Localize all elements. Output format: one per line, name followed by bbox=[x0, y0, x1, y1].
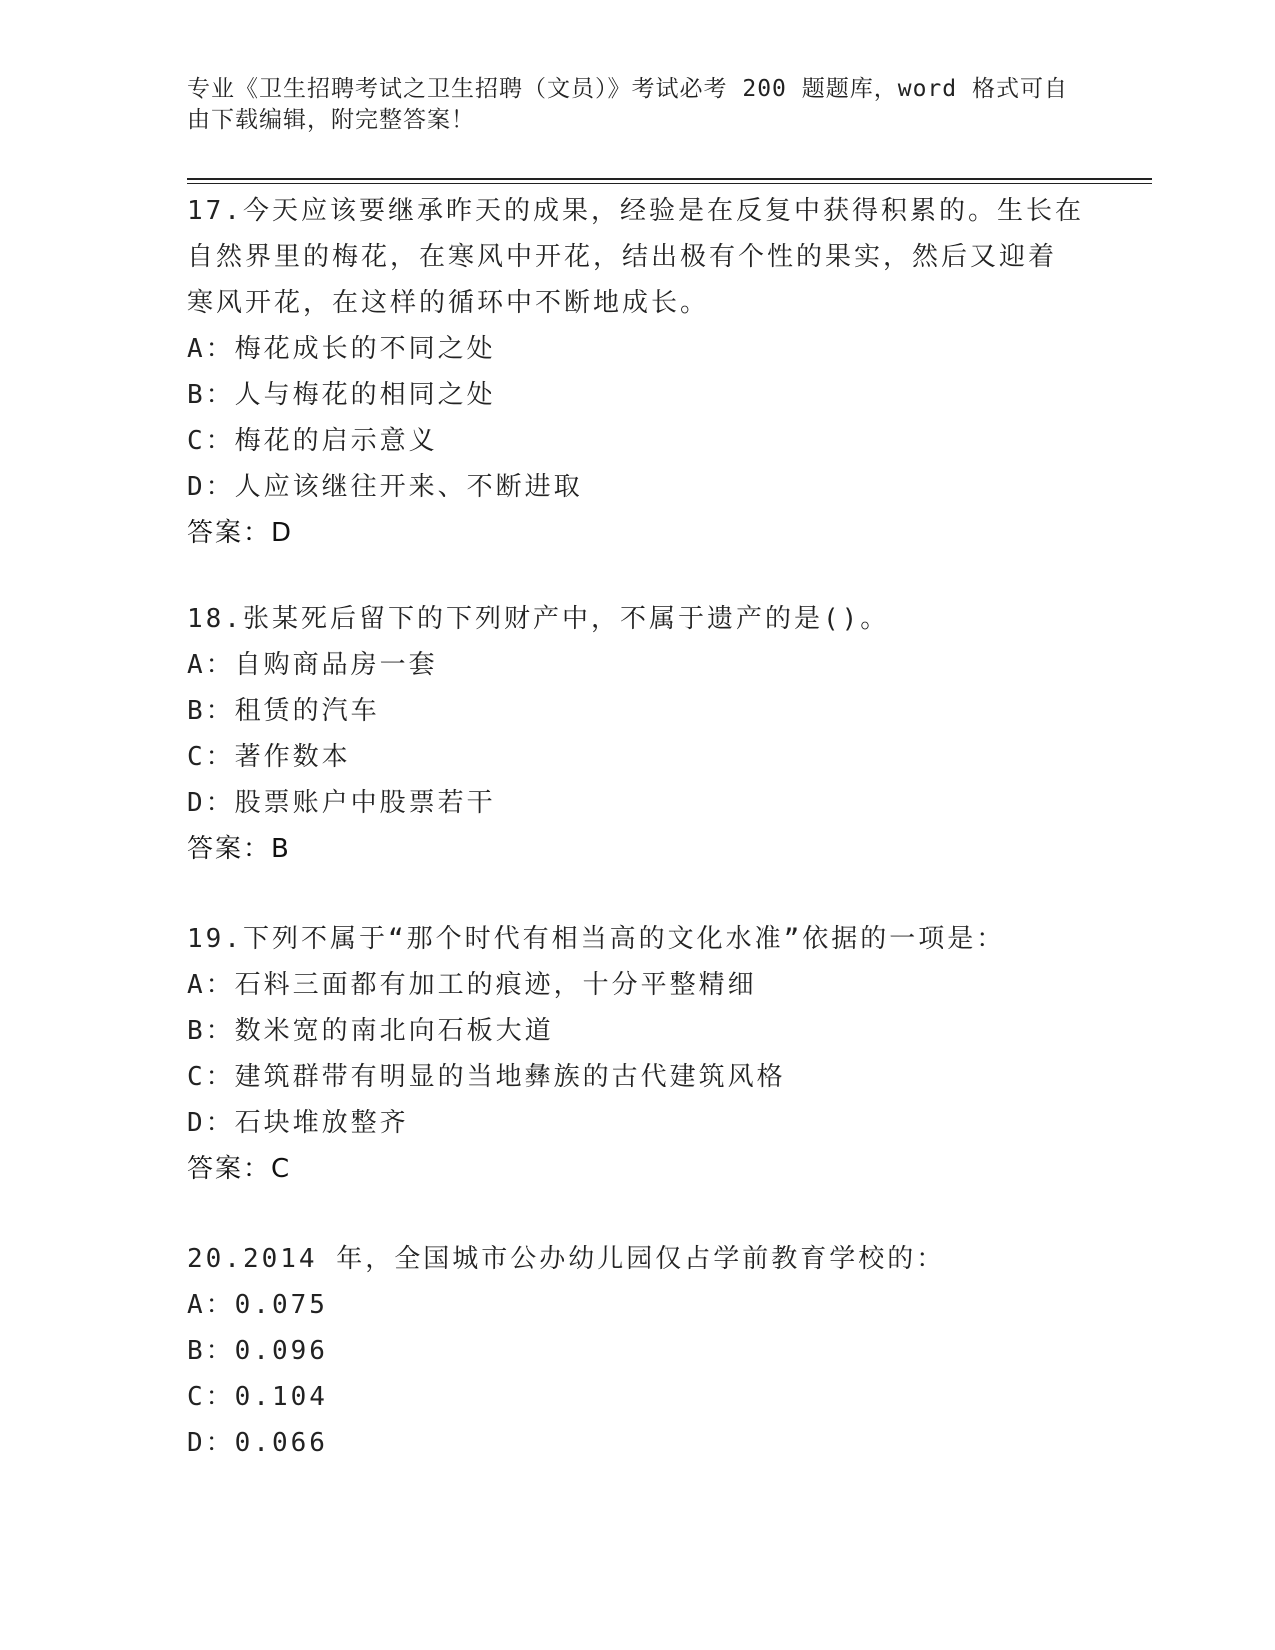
option-c: C：著作数本 bbox=[187, 742, 351, 772]
question-20 bbox=[187, 1236, 1087, 1466]
option-c: C：0.104 bbox=[187, 1382, 328, 1412]
option-d: D：股票账户中股票若干 bbox=[187, 788, 496, 818]
header-line-1: 专业《卫生招聘考试之卫生招聘（文员）》考试必考 200 题题库，word 格式可自 bbox=[187, 76, 1068, 102]
option-b: B：数米宽的南北向石板大道 bbox=[187, 1016, 554, 1046]
question-19 bbox=[187, 916, 1087, 1192]
option-b: B：人与梅花的相同之处 bbox=[187, 380, 496, 410]
question-stem-line: 寒风开花，在这样的循环中不断地成长。 bbox=[187, 288, 710, 318]
option-b: B：租赁的汽车 bbox=[187, 696, 380, 726]
option-a: A：0.075 bbox=[187, 1290, 328, 1320]
answer-line: 答案：B bbox=[187, 834, 291, 864]
option-d: D：人应该继往开来、不断进取 bbox=[187, 472, 583, 502]
question-stem-line: 18.张某死后留下的下列财产中，不属于遗产的是()。 bbox=[187, 604, 890, 634]
answer-line: 答案：C bbox=[187, 1154, 292, 1184]
question-17 bbox=[187, 188, 1087, 556]
document-header bbox=[187, 74, 1087, 136]
question-stem-line: 20.2014 年，全国城市公办幼儿园仅占学前教育学校的： bbox=[187, 1244, 946, 1274]
header-divider-thin bbox=[187, 183, 1152, 184]
question-18 bbox=[187, 596, 1087, 872]
header-line-2: 由下载编辑，附完整答案！ bbox=[187, 107, 475, 133]
header-divider-thick bbox=[187, 178, 1152, 180]
option-a: A：自购商品房一套 bbox=[187, 650, 438, 680]
question-stem-line: 自然界里的梅花，在寒风中开花，结出极有个性的果实，然后又迎着 bbox=[187, 242, 1058, 272]
question-stem-line: 17.今天应该要继承昨天的成果，经验是在反复中获得积累的。生长在 bbox=[187, 196, 1084, 226]
option-d: D：0.066 bbox=[187, 1428, 328, 1458]
question-stem-line: 19.下列不属于“那个时代有相当高的文化水准”依据的一项是： bbox=[187, 924, 1006, 954]
option-d: D：石块堆放整齐 bbox=[187, 1108, 409, 1138]
option-c: C：梅花的启示意义 bbox=[187, 426, 438, 456]
option-b: B：0.096 bbox=[187, 1336, 328, 1366]
answer-line: 答案：D bbox=[187, 518, 294, 548]
option-c: C：建筑群带有明显的当地彝族的古代建筑风格 bbox=[187, 1062, 786, 1092]
option-a: A：梅花成长的不同之处 bbox=[187, 334, 496, 364]
option-a: A：石料三面都有加工的痕迹，十分平整精细 bbox=[187, 970, 757, 1000]
